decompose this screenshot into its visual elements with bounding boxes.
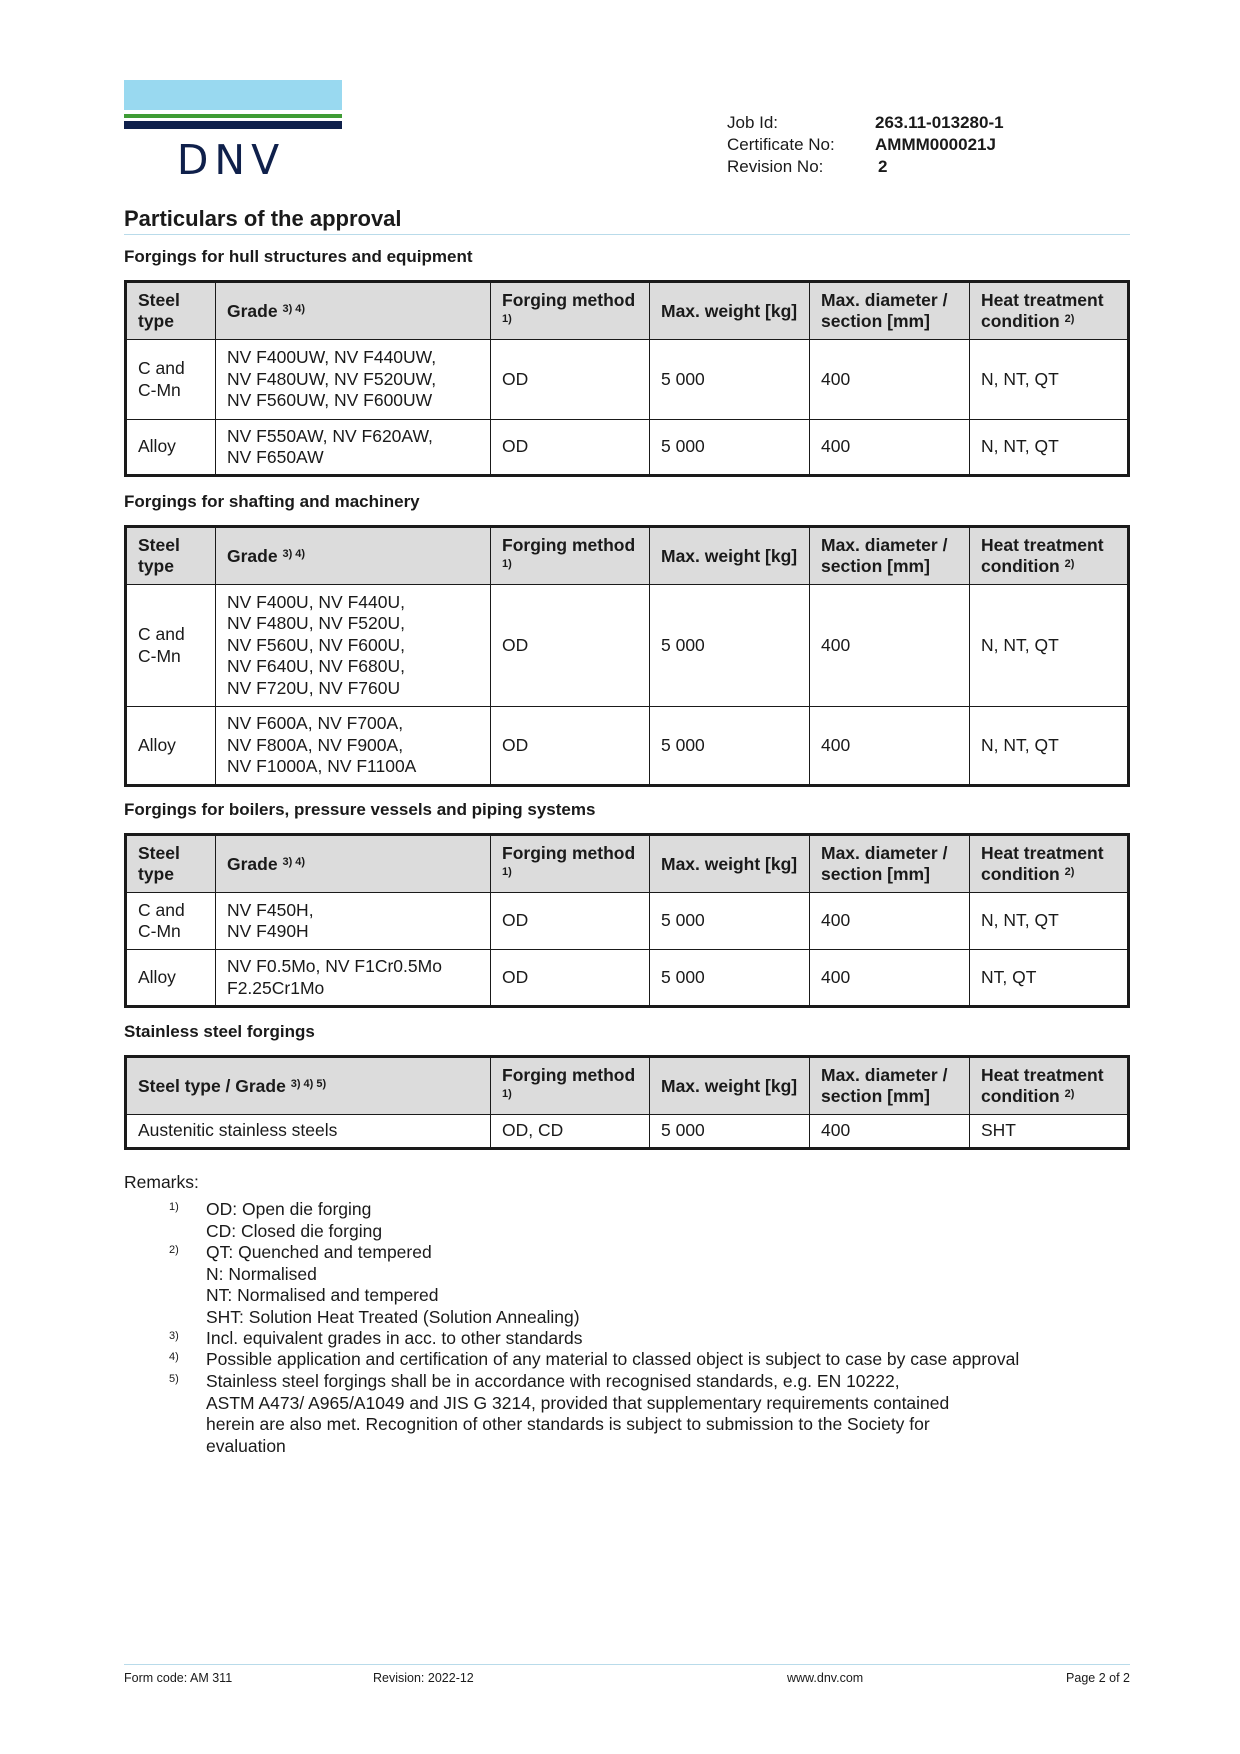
remark-number: 4) xyxy=(169,1351,179,1363)
cell-steel: Alloy xyxy=(126,707,216,786)
cell-diameter: 400 xyxy=(810,340,970,420)
header-grade: Grade $^{3) 4)}$ xyxy=(216,282,491,340)
footer-page: Page 2 of 2 xyxy=(1066,1671,1130,1685)
cell-forging: OD xyxy=(491,340,650,420)
cell-diameter: 400 xyxy=(810,893,970,950)
header-weight: Max. weight [kg] xyxy=(650,527,810,585)
cell-weight: 5 000 xyxy=(650,893,810,950)
footer-form-code: Form code: AM 311 xyxy=(124,1671,233,1685)
cell-weight: 5 000 xyxy=(650,420,810,476)
remark-text: Stainless steel forgings shall be in accordance with recognised standards, e.g. EN 10222, ASTM A473/ A965/A1049 and JIS G 3214, provided that supplementary requirements contained herein are also met. Recognition of other standards is subject to submission to the Society for evaluation xyxy=(206,1371,950,1456)
job-id-label: Job Id: xyxy=(727,113,779,132)
table-row xyxy=(126,893,1129,950)
cell-grade: NV F550AW, NV F620AW, NV F650AW xyxy=(216,420,491,476)
section-heading-boilers: Forgings for boilers, pressure vessels and piping systems xyxy=(124,800,596,819)
header-forging: Forging method $^{1)}$ xyxy=(491,527,650,585)
cell-heat: N, NT, QT xyxy=(970,420,1129,476)
cell-steel: Alloy xyxy=(126,950,216,1007)
header-steel-type: Steel type xyxy=(126,835,216,893)
section-heading-shafting: Forgings for shafting and machinery xyxy=(124,492,420,511)
certificate-no-label: Certificate No: xyxy=(727,135,835,154)
table-row xyxy=(126,585,1129,707)
cell-weight: 5 000 xyxy=(650,340,810,420)
header-heat: Heat treatment condition $^{2)}$ xyxy=(970,282,1129,340)
header-weight: Max. weight [kg] xyxy=(650,835,810,893)
header-grade: Grade $^{3) 4)}$ xyxy=(216,527,491,585)
cell-weight: 5 000 xyxy=(650,1115,810,1149)
header-heat: Heat treatment condition $^{2)}$ xyxy=(970,527,1129,585)
remark-number: 1) xyxy=(169,1201,179,1213)
cell-heat: N, NT, QT xyxy=(970,340,1129,420)
header-forging: Forging method $^{1)}$ xyxy=(491,1057,650,1115)
cell-forging: OD xyxy=(491,585,650,707)
remark-number: 5) xyxy=(169,1373,179,1385)
header-weight: Max. weight [kg] xyxy=(650,1057,810,1115)
header-forging: Forging method $^{1)}$ xyxy=(491,835,650,893)
cell-diameter: 400 xyxy=(810,585,970,707)
remark-number: 2) xyxy=(169,1244,179,1256)
header-steel-type: Steel type xyxy=(126,282,216,340)
table-header-row xyxy=(126,527,1129,585)
table-row xyxy=(126,420,1129,476)
job-id-value: 263.11-013280-1 xyxy=(875,113,1004,132)
remark-text: Possible application and certification of any material to classed object is subject to case by case approval xyxy=(206,1349,1020,1369)
cell-steel-grade: Austenitic stainless steels xyxy=(126,1115,491,1149)
cell-grade: NV F0.5Mo, NV F1Cr0.5Mo F2.25Cr1Mo xyxy=(216,950,491,1007)
cell-heat: N, NT, QT xyxy=(970,707,1129,786)
cell-weight: 5 000 xyxy=(650,707,810,786)
section-heading-hull: Forgings for hull structures and equipment xyxy=(124,247,473,266)
header-grade: Grade $^{3) 4)}$ xyxy=(216,835,491,893)
cell-diameter: 400 xyxy=(810,950,970,1007)
cell-heat: N, NT, QT xyxy=(970,585,1129,707)
remark-text: OD: Open die forging CD: Closed die forging xyxy=(206,1199,383,1241)
header-weight: Max. weight [kg] xyxy=(650,282,810,340)
header-diameter: Max. diameter / section [mm] xyxy=(810,835,970,893)
table-boilers xyxy=(124,833,1130,1008)
cell-grade: NV F600A, NV F700A, NV F800A, NV F900A, NV F1000A, NV F1100A xyxy=(216,707,491,786)
header-diameter: Max. diameter / section [mm] xyxy=(810,1057,970,1115)
footer-website[interactable]: www.dnv.com xyxy=(787,1671,864,1685)
logo-light-bar xyxy=(124,80,342,110)
page-title: Particulars of the approval xyxy=(124,206,402,231)
cell-weight: 5 000 xyxy=(650,950,810,1007)
table-shafting xyxy=(124,525,1130,787)
header-forging: Forging method $^{1)}$ xyxy=(491,282,650,340)
revision-no-row xyxy=(727,156,1004,178)
header-steel-grade: Steel type / Grade $^{3) 4) 5)}$ xyxy=(126,1057,491,1115)
header-steel-type: Steel type xyxy=(126,527,216,585)
table-row xyxy=(126,950,1129,1007)
certificate-no-value: AMMM000021J xyxy=(875,135,996,154)
cell-grade: NV F450H, NV F490H xyxy=(216,893,491,950)
certificate-no-row xyxy=(727,134,1004,156)
cell-diameter: 400 xyxy=(810,1115,970,1149)
remark-text: QT: Quenched and tempered N: Normalised NT: Normalised and tempered SHT: Solution Heat Treated (Solution Annealing) xyxy=(206,1242,580,1327)
cell-diameter: 400 xyxy=(810,420,970,476)
header-diameter: Max. diameter / section [mm] xyxy=(810,527,970,585)
remark-number: 3) xyxy=(169,1330,179,1342)
cell-steel: C and C-Mn xyxy=(126,340,216,420)
section-heading-stainless: Stainless steel forgings xyxy=(124,1022,315,1041)
header-heat: Heat treatment condition $^{2)}$ xyxy=(970,835,1129,893)
job-info xyxy=(727,112,1004,178)
cell-steel: C and C-Mn xyxy=(126,893,216,950)
logo-navy-bar xyxy=(124,121,342,129)
cell-forging: OD xyxy=(491,420,650,476)
table-hull xyxy=(124,280,1130,477)
remarks-title: Remarks: xyxy=(124,1172,199,1192)
footer-divider xyxy=(124,1664,1130,1665)
revision-no-label: Revision No: xyxy=(727,157,824,176)
cell-grade: NV F400U, NV F440U, NV F480U, NV F520U, NV F560U, NV F600U, NV F640U, NV F680U, NV F720U, NV F760U xyxy=(216,585,491,707)
table-row xyxy=(126,1115,1129,1149)
cell-diameter: 400 xyxy=(810,707,970,786)
header-heat: Heat treatment condition $^{2)}$ xyxy=(970,1057,1129,1115)
cell-heat: SHT xyxy=(970,1115,1129,1149)
cell-heat: NT, QT xyxy=(970,950,1129,1007)
table-row xyxy=(126,707,1129,786)
cell-grade: NV F400UW, NV F440UW, NV F480UW, NV F520UW, NV F560UW, NV F600UW xyxy=(216,340,491,420)
logo-wordmark: DNV xyxy=(176,136,286,184)
cell-weight: 5 000 xyxy=(650,585,810,707)
table-row xyxy=(126,340,1129,420)
title-divider xyxy=(124,234,1130,235)
logo-green-bar xyxy=(124,114,342,118)
table-header-row xyxy=(126,835,1129,893)
cell-forging: OD, CD xyxy=(491,1115,650,1149)
remark-text: Incl. equivalent grades in acc. to other standards xyxy=(206,1328,583,1348)
revision-no-value: 2 xyxy=(878,157,888,176)
cell-steel: C and C-Mn xyxy=(126,585,216,707)
table-header-row xyxy=(126,282,1129,340)
cell-forging: OD xyxy=(491,707,650,786)
job-id-row xyxy=(727,112,1004,134)
footer-revision: Revision: 2022-12 xyxy=(373,1671,474,1685)
dnv-logo xyxy=(124,80,342,184)
cell-heat: N, NT, QT xyxy=(970,893,1129,950)
cell-forging: OD xyxy=(491,950,650,1007)
table-stainless xyxy=(124,1055,1130,1150)
table-header-row xyxy=(126,1057,1129,1115)
header-diameter: Max. diameter / section [mm] xyxy=(810,282,970,340)
cell-steel: Alloy xyxy=(126,420,216,476)
cell-forging: OD xyxy=(491,893,650,950)
